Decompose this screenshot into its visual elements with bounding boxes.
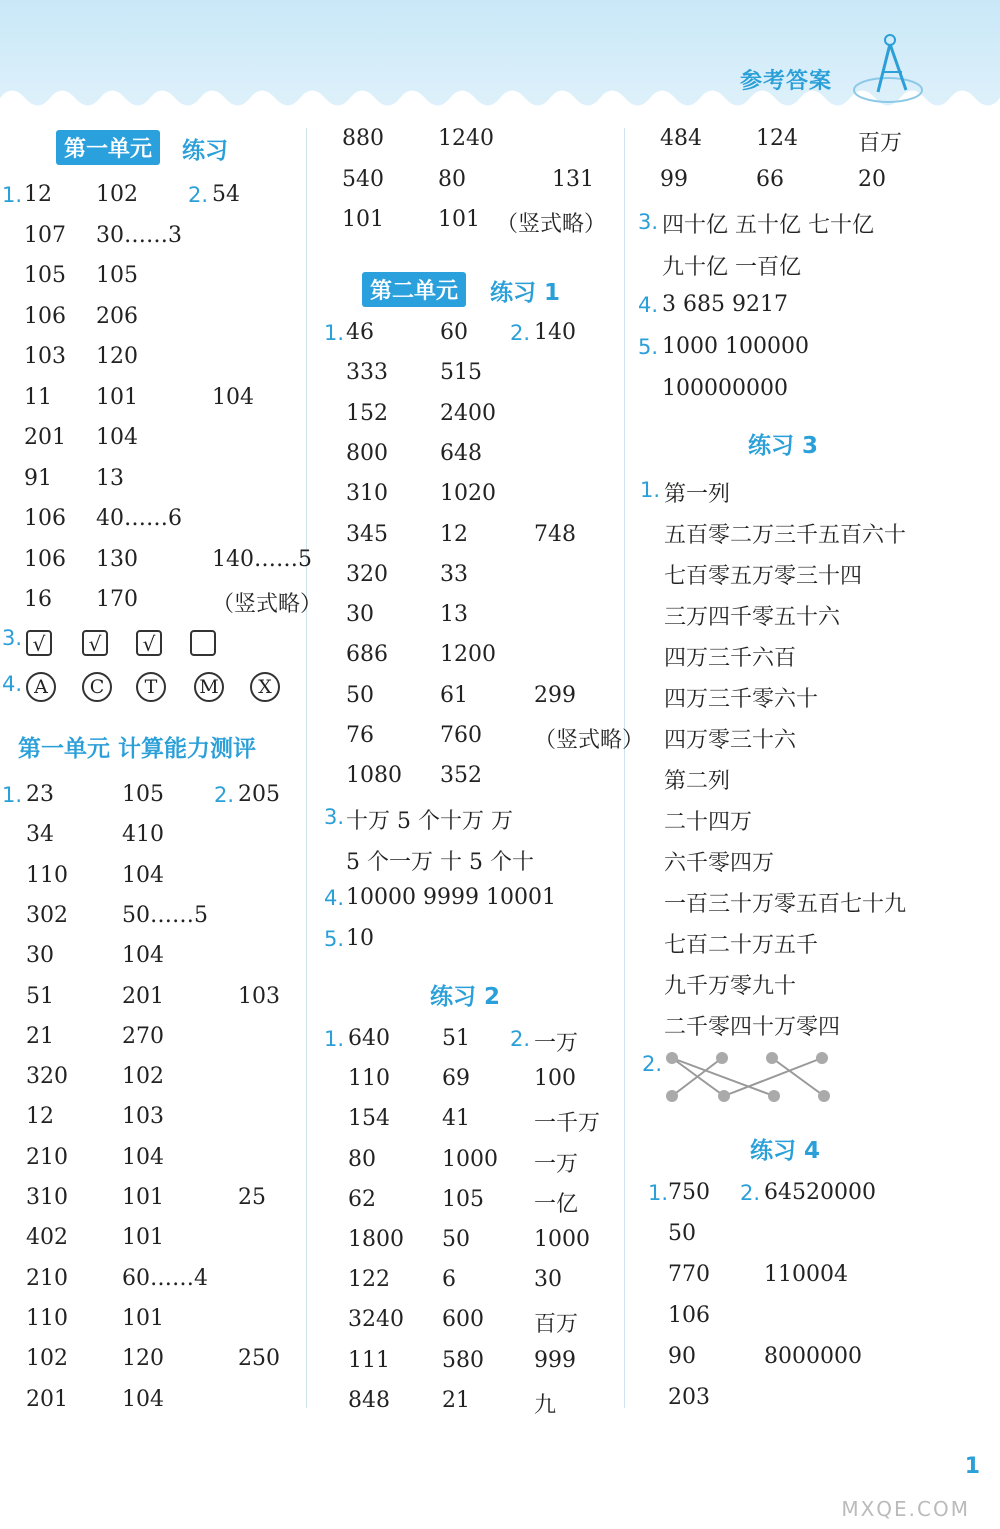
- answer-cell: 一万: [534, 1151, 579, 1177]
- answer-cell: 515: [440, 360, 482, 386]
- answer-cell: 50: [442, 1227, 470, 1252]
- answer-cell: 30……3: [96, 222, 182, 248]
- answer-cell: 140: [534, 320, 576, 345]
- checkbox: √: [26, 630, 52, 656]
- answer-text: 七百二十万五千: [664, 933, 819, 958]
- answer-cell: 1020: [440, 481, 496, 507]
- answer-cell: 101: [96, 384, 138, 410]
- answer-cell: 百万: [534, 1312, 579, 1338]
- answer-cell: 一千万: [534, 1111, 601, 1137]
- answer-cell: 40……6: [96, 506, 182, 531]
- answer-cell: 1800: [348, 1227, 404, 1252]
- answer-cell: 一万: [534, 1031, 579, 1056]
- answer-cell: 41: [442, 1106, 470, 1132]
- question-number: 2.: [214, 783, 235, 807]
- answer-cell: 410: [122, 822, 164, 848]
- question-number: 2.: [510, 1027, 531, 1051]
- question-number: 1.: [324, 1027, 345, 1051]
- section-title: 第一单元 计算能力测评: [18, 736, 257, 762]
- question-number: 1.: [324, 321, 345, 345]
- answer-cell: 61: [440, 682, 468, 708]
- answer-cell: 66: [756, 167, 784, 192]
- answer-cell: 111: [348, 1347, 390, 1373]
- section-subtitle: 练习 3: [748, 433, 819, 459]
- answer-cell: 九: [534, 1392, 557, 1418]
- circled-letter: C: [82, 672, 112, 702]
- answer-cell: 848: [348, 1387, 390, 1413]
- answer-cell: 402: [26, 1225, 68, 1251]
- answer-cell: 104: [122, 1144, 164, 1170]
- answer-cell: 103: [238, 983, 280, 1009]
- answer-cell: 201: [24, 425, 66, 450]
- answer-cell: 102: [96, 182, 138, 207]
- circled-letter: A: [26, 672, 56, 702]
- answer-cell: 110: [26, 862, 68, 888]
- answer-cell: 100: [534, 1066, 576, 1092]
- answer-cell: 310: [26, 1185, 68, 1210]
- answer-cell: 12: [26, 1104, 54, 1130]
- answer-cell: 50: [668, 1221, 696, 1246]
- answer-cell: 104: [122, 943, 164, 969]
- answer-cell: 102: [26, 1346, 68, 1372]
- answer-cell: 748: [534, 521, 576, 547]
- answer-cell: 352: [440, 763, 482, 789]
- answer-cell: 33: [440, 561, 468, 587]
- question-number: 2.: [510, 321, 531, 345]
- answer-cell: 51: [442, 1026, 470, 1051]
- answer-cell: 60……4: [122, 1265, 208, 1291]
- answer-cell: 205: [238, 782, 280, 807]
- answer-cell: 320: [26, 1064, 68, 1090]
- answer-text: 五百零二万三千五百六十: [664, 523, 907, 548]
- answer-cell: 104: [96, 425, 138, 450]
- answer-cell: 21: [442, 1387, 470, 1413]
- answer-cell: 270: [122, 1023, 164, 1049]
- answer-cell: 302: [26, 902, 68, 928]
- answer-cell: （竖式略）: [534, 728, 645, 753]
- answer-cell: 110: [348, 1066, 390, 1092]
- answer-cell: 8000000: [764, 1344, 862, 1369]
- answer-cell: 203: [668, 1385, 710, 1410]
- answer-cell: 30: [534, 1267, 562, 1293]
- answer-text: 四十亿 五十亿 七十亿: [662, 213, 874, 238]
- answer-cell: 1000: [442, 1146, 498, 1172]
- answer-cell: （竖式略）: [496, 212, 607, 237]
- answer-cell: 106: [24, 506, 66, 531]
- question-number: 1.: [648, 1181, 669, 1205]
- answer-cell: 13: [440, 602, 468, 628]
- section-subtitle: 练习: [182, 138, 228, 164]
- circled-letter: X: [250, 672, 280, 702]
- answer-cell: 12: [24, 182, 52, 207]
- answer-cell: 90: [668, 1344, 696, 1369]
- checkbox: √: [136, 630, 162, 656]
- question-number: 2.: [188, 183, 209, 207]
- answer-cell: 140……5: [212, 546, 312, 572]
- answer-cell: 110004: [764, 1262, 848, 1287]
- answer-text: 四万三千六百: [664, 646, 797, 671]
- answer-cell: 54: [212, 182, 240, 207]
- column-divider: [306, 128, 307, 1408]
- answer-cell: 1080: [346, 763, 402, 789]
- question-number: 1.: [2, 183, 23, 207]
- answer-cell: 206: [96, 303, 138, 329]
- question-number: 5.: [638, 335, 659, 359]
- answer-text: 二十四万: [664, 810, 753, 835]
- answer-text: 九十亿 一百亿: [662, 255, 801, 280]
- answer-text: 一百三十万零五百七十九: [664, 892, 907, 917]
- question-number: 1.: [640, 478, 661, 502]
- checkbox: [190, 630, 216, 656]
- answer-text: 5 个一万 十 5 个十: [346, 850, 534, 875]
- page-header: [0, 0, 1000, 112]
- answer-cell: 3240: [348, 1307, 404, 1333]
- answer-cell: 2400: [440, 400, 496, 426]
- section-label: 第二单元: [362, 272, 466, 307]
- column-1: [0, 112, 323, 1422]
- answer-cell: 101: [122, 1185, 164, 1210]
- answer-cell: 152: [346, 400, 388, 426]
- section-label: 第一单元: [56, 130, 160, 165]
- answer-cell: 103: [122, 1104, 164, 1130]
- answer-text: 二千零四十万零四: [664, 1015, 841, 1040]
- answer-text: 七百零五万零三十四: [664, 564, 863, 589]
- answer-cell: 104: [122, 862, 164, 888]
- answer-cell: 12: [440, 521, 468, 547]
- answer-cell: 60: [440, 320, 468, 345]
- column-divider: [624, 128, 625, 1408]
- answer-cell: 770: [668, 1262, 710, 1287]
- answer-cell: 484: [660, 126, 702, 151]
- answer-cell: 百万: [858, 131, 903, 156]
- answer-cell: 6: [442, 1267, 456, 1293]
- matching-diagram: [664, 1048, 834, 1104]
- answer-cell: 106: [24, 303, 66, 329]
- answer-text: 3 685 9217: [662, 292, 788, 317]
- answer-cell: 25: [238, 1185, 266, 1210]
- answer-cell: 760: [440, 723, 482, 748]
- answer-cell: 686: [346, 642, 388, 668]
- answer-cell: 80: [348, 1146, 376, 1172]
- answer-cell: 210: [26, 1265, 68, 1291]
- answer-text: 第一列: [664, 482, 731, 507]
- answer-cell: 101: [122, 1225, 164, 1251]
- answer-cell: 600: [442, 1307, 484, 1333]
- answer-cell: 105: [24, 263, 66, 288]
- question-number: 3.: [324, 805, 345, 829]
- answer-cell: 16: [24, 587, 52, 612]
- answer-cell: 130: [96, 546, 138, 572]
- question-number: 2.: [740, 1181, 761, 1205]
- answer-text: 三万四千零五十六: [664, 605, 841, 630]
- answer-cell: 170: [96, 587, 138, 612]
- compass-icon: [848, 28, 928, 108]
- answer-cell: 99: [660, 167, 688, 192]
- answer-cell: 30: [346, 602, 374, 628]
- answer-cell: 105: [442, 1186, 484, 1212]
- answer-cell: 110: [26, 1305, 68, 1331]
- answer-cell: 120: [122, 1346, 164, 1372]
- question-number: 1.: [2, 783, 23, 807]
- answer-cell: 46: [346, 320, 374, 345]
- answer-cell: 105: [96, 263, 138, 288]
- answer-cell: 62: [348, 1186, 376, 1212]
- page-number: 1: [964, 1454, 980, 1479]
- answer-cell: 34: [26, 822, 54, 848]
- column-3: [630, 112, 1000, 1422]
- answer-cell: 124: [756, 126, 798, 151]
- answer-cell: 30: [26, 943, 54, 969]
- answer-cell: 333: [346, 360, 388, 386]
- answer-cell: 201: [26, 1386, 68, 1412]
- checkbox: √: [82, 630, 108, 656]
- answer-cell: 1200: [440, 642, 496, 668]
- question-number: 4.: [2, 672, 23, 696]
- answer-cell: 21: [26, 1023, 54, 1049]
- question-number: 3.: [2, 626, 23, 650]
- answer-cell: 101: [122, 1305, 164, 1331]
- answer-cell: 103: [24, 344, 66, 369]
- answer-text: 六千零四万: [664, 851, 775, 876]
- answer-text: 四万零三十六: [664, 728, 797, 753]
- circled-letter: T: [136, 672, 166, 702]
- answer-cell: 580: [442, 1347, 484, 1373]
- answer-cell: 120: [96, 344, 138, 369]
- answer-cell: 50……5: [122, 902, 208, 928]
- answer-cell: 299: [534, 682, 576, 708]
- question-number: 3.: [638, 210, 659, 234]
- answer-cell: 122: [348, 1267, 390, 1293]
- answer-text: 100000000: [662, 376, 788, 401]
- section-subtitle: 练习 1: [490, 280, 561, 306]
- answer-cell: 201: [122, 983, 164, 1009]
- section-subtitle: 练习 4: [750, 1138, 821, 1164]
- answer-text: 四万三千零六十: [664, 687, 819, 712]
- answer-text: 1000 100000: [662, 334, 809, 359]
- answer-cell: 131: [552, 166, 594, 192]
- answer-cell: 800: [346, 440, 388, 466]
- answer-cell: 106: [24, 546, 66, 572]
- answer-cell: 1000: [534, 1227, 590, 1252]
- header-title: 参考答案: [739, 69, 832, 94]
- answer-cell: 64520000: [764, 1180, 876, 1205]
- answer-cell: 107: [24, 222, 66, 248]
- question-number: 5.: [324, 927, 345, 951]
- answer-cell: 345: [346, 521, 388, 547]
- answer-cell: 80: [438, 166, 466, 192]
- answer-cell: 20: [858, 167, 886, 192]
- answer-cell: 50: [346, 682, 374, 708]
- answer-cell: 880: [342, 126, 384, 151]
- answer-cell: 648: [440, 440, 482, 466]
- answer-cell: 91: [24, 465, 52, 491]
- answer-cell: 999: [534, 1347, 576, 1373]
- answer-text: 10000 9999 10001: [346, 885, 556, 910]
- answer-cell: 104: [122, 1386, 164, 1412]
- column-2: [312, 112, 645, 1422]
- answer-cell: 540: [342, 166, 384, 192]
- section-subtitle: 练习 2: [430, 984, 501, 1010]
- answer-cell: 104: [212, 384, 254, 410]
- question-number: 4.: [324, 886, 345, 910]
- answer-cell: 23: [26, 782, 54, 807]
- answer-text: 九千万零九十: [664, 974, 797, 999]
- answer-text: 10: [346, 926, 374, 951]
- answer-cell: 105: [122, 782, 164, 807]
- answer-text: 十万 5 个十万 万: [346, 809, 513, 834]
- question-number: 4.: [638, 293, 659, 317]
- answer-cell: 106: [668, 1303, 710, 1328]
- answer-text: 第二列: [664, 769, 731, 794]
- answer-cell: 102: [122, 1064, 164, 1090]
- answer-cell: 750: [668, 1180, 710, 1205]
- answer-cell: 310: [346, 481, 388, 507]
- answer-cell: 101: [342, 207, 384, 232]
- answer-cell: 154: [348, 1106, 390, 1132]
- answer-cell: 101: [438, 207, 480, 232]
- answer-cell: 一亿: [534, 1191, 579, 1217]
- answer-cell: 250: [238, 1346, 280, 1372]
- circled-letter: M: [194, 672, 224, 702]
- answer-cell: 1240: [438, 126, 494, 151]
- answer-cell: 11: [24, 384, 52, 410]
- answer-cell: 320: [346, 561, 388, 587]
- answer-cell: 76: [346, 723, 374, 748]
- answer-cell: 13: [96, 465, 124, 491]
- answer-cell: 51: [26, 983, 54, 1009]
- answer-cell: 210: [26, 1144, 68, 1170]
- answer-cell: 640: [348, 1026, 390, 1051]
- watermark: MXQE.COM: [841, 1497, 970, 1521]
- answer-cell: 69: [442, 1066, 470, 1092]
- question-number: 2.: [642, 1052, 663, 1076]
- answer-cell: （竖式略）: [212, 592, 323, 617]
